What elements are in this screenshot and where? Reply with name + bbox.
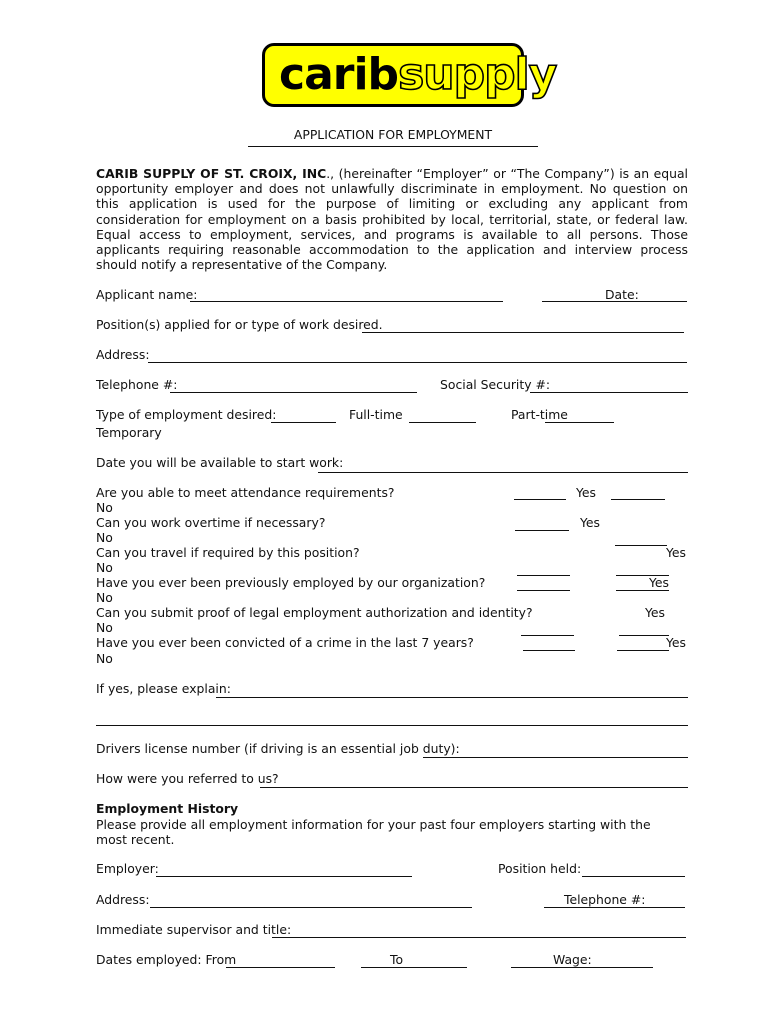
start-date-field[interactable] xyxy=(318,472,688,473)
dates-employed-label: Dates employed: From xyxy=(96,952,237,967)
crime-yes-field[interactable] xyxy=(523,650,575,651)
crime-yes-label: Yes xyxy=(666,635,687,650)
logo-part2: supply xyxy=(398,49,557,100)
company-name: CARIB SUPPLY OF ST. CROIX, INC xyxy=(96,166,327,181)
ssn-field[interactable] xyxy=(530,392,688,393)
form-title: APPLICATION FOR EMPLOYMENT xyxy=(293,127,493,142)
explain-field[interactable] xyxy=(216,697,688,698)
company-logo xyxy=(262,43,557,107)
crime-no-field[interactable] xyxy=(617,650,669,651)
travel-no-label: No xyxy=(96,560,113,575)
employment-history-instructions: Please provide all employment information for your past four employers starting with the xyxy=(96,817,651,832)
temporary-label: Temporary xyxy=(96,425,162,440)
employer-telephone-field[interactable] xyxy=(544,907,685,908)
telephone-field[interactable] xyxy=(170,392,417,393)
intro-paragraph xyxy=(96,166,688,272)
employer-label: Employer: xyxy=(96,861,159,876)
full-time-field[interactable] xyxy=(409,422,476,423)
part-time-field[interactable] xyxy=(545,422,614,423)
previous-employment-yes-field[interactable] xyxy=(517,590,570,591)
attendance-yes-field[interactable] xyxy=(514,499,566,500)
attendance-no-field[interactable] xyxy=(611,499,665,500)
overtime-yes-label: Yes xyxy=(580,515,601,530)
crime-no-label: No xyxy=(96,651,113,666)
employer-field[interactable] xyxy=(156,876,412,877)
previous-employment-no-label: No xyxy=(96,590,113,605)
explain-field-line-2[interactable] xyxy=(96,725,688,726)
logo-part1: carib xyxy=(279,49,399,100)
previous-employment-yes-label: Yes xyxy=(649,575,670,590)
travel-yes-field[interactable] xyxy=(615,545,667,546)
employment-type-field[interactable] xyxy=(271,422,336,423)
employer-telephone-label: Telephone #: xyxy=(564,892,646,907)
overtime-yes-field[interactable] xyxy=(515,530,569,531)
question-authorization: Can you submit proof of legal employment authorization and identity? xyxy=(96,605,533,620)
authorization-no-field[interactable] xyxy=(619,635,669,636)
question-travel: Can you travel if required by this position? xyxy=(96,545,360,560)
authorization-no-label: No xyxy=(96,620,113,635)
date-field[interactable] xyxy=(542,301,687,302)
title-underline xyxy=(248,146,538,147)
question-attendance: Are you able to meet attendance requirements? xyxy=(96,485,395,500)
position-held-field[interactable] xyxy=(582,876,685,877)
authorization-yes-label: Yes xyxy=(645,605,666,620)
attendance-yes-label: Yes xyxy=(576,485,597,500)
employment-type-label: Type of employment desired: xyxy=(96,407,277,422)
previous-employment-line-a xyxy=(517,575,570,576)
dates-from-field[interactable] xyxy=(226,967,335,968)
ssn-label: Social Security #: xyxy=(440,377,551,392)
attendance-no-label: No xyxy=(96,500,113,515)
dates-to-label: To xyxy=(390,952,404,967)
position-field[interactable] xyxy=(362,332,684,333)
question-crime: Have you ever been convicted of a crime in the last 7 years? xyxy=(96,635,474,650)
travel-yes-label: Yes xyxy=(666,545,687,560)
supervisor-field[interactable] xyxy=(272,937,686,938)
license-field[interactable] xyxy=(423,757,688,758)
wage-label: Wage: xyxy=(553,952,592,967)
position-held-label: Position held: xyxy=(498,861,582,876)
telephone-label: Telephone #: xyxy=(96,377,178,392)
employer-address-label: Address: xyxy=(96,892,150,907)
explain-label: If yes, please explain: xyxy=(96,681,231,696)
authorization-yes-field[interactable] xyxy=(521,635,574,636)
overtime-no-label: No xyxy=(96,530,113,545)
start-date-label: Date you will be available to start work: xyxy=(96,455,344,470)
referred-field[interactable] xyxy=(260,787,688,788)
applicant-name-field[interactable] xyxy=(190,301,503,302)
supervisor-label: Immediate supervisor and title: xyxy=(96,922,292,937)
wage-field[interactable] xyxy=(511,967,653,968)
applicant-name-label: Applicant name: xyxy=(96,287,198,302)
position-label: Position(s) applied for or type of work desired. xyxy=(96,317,383,332)
employer-address-field[interactable] xyxy=(150,907,472,908)
employment-history-heading: Employment History xyxy=(96,801,239,816)
intro-text: ., (hereinafter “Employer” or “The Company”) is an equal opportunity employer and does not unlawfully discriminate in employment. No question on this application is used for the purpose of limiting or excluding any applicant from consideration for employment on a basis prohibited by local, territorial, state, or federal law. Equal access to employment, services, and programs is available to all persons. Those applicants requiring reasonable accommodation to the application and interview process should notify a representative of the Company. xyxy=(96,166,688,273)
employment-history-instructions-2: most recent. xyxy=(96,832,175,847)
dates-to-field[interactable] xyxy=(361,967,467,968)
date-label: Date: xyxy=(605,287,639,302)
previous-employment-no-field[interactable] xyxy=(616,590,669,591)
question-previous-employment: Have you ever been previously employed by our organization? xyxy=(96,575,486,590)
logo-text xyxy=(279,47,556,103)
full-time-label: Full-time xyxy=(349,407,403,422)
part-time-label: Part-time xyxy=(511,407,568,422)
referred-label: How were you referred to us? xyxy=(96,771,279,786)
question-overtime: Can you work overtime if necessary? xyxy=(96,515,326,530)
license-label: Drivers license number (if driving is an essential job duty): xyxy=(96,741,460,756)
address-label: Address: xyxy=(96,347,150,362)
address-field[interactable] xyxy=(148,362,687,363)
